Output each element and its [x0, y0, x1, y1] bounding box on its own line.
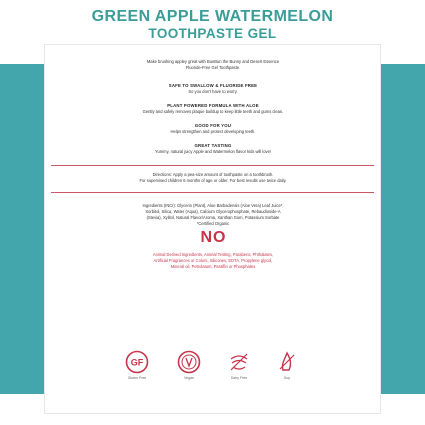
divider-middle [51, 192, 374, 193]
badge-vegan [177, 350, 201, 384]
ingredients-line-3: (Stevia), Xylitol, Natural Flavor/Aroma, Xanthan Gum, Potassium Sorbate [146, 215, 280, 220]
ingredients-line-2: Sorbitol, Silica, Water (Aqua), Calcium Glycerophosphate, Rebaudioside-A [145, 209, 281, 214]
intro-line-2: Fluoride-Free Gel Toothpaste. [185, 65, 241, 70]
ingredients-line-1: Ingredients (INCI): Glycerin (Plant), Aloe Barbadensis (Aloe Vera) Leaf Juice*, [142, 203, 284, 208]
gluten-free-glyph: GF [130, 357, 144, 368]
badge-caption-gluten-free: Gluten Free [127, 376, 147, 380]
feature-heading-taste: GREAT TASTING [194, 143, 232, 148]
feature-body-taste: Yummy, natural juicy Apple and Watermelon flavor kids will love! [154, 149, 272, 154]
dairy-free-icon [227, 350, 251, 374]
badge-caption-soy: Soy [283, 376, 291, 380]
no-line-2: Artificial Fragrances or Colors, Silicones, EDTA, Propylene glycol, [153, 258, 273, 263]
product-title: GREEN APPLE WATERMELON [91, 8, 334, 25]
feature-body-good: Helps strengthen and protect developing teeth. [170, 129, 256, 134]
info-card [44, 44, 381, 414]
no-line-3: Mineral oil, Petrolatum, Paraffin or Phosphates [170, 264, 256, 269]
product-subtitle: TOOTHPASTE GEL [148, 26, 277, 41]
certification-badges [123, 350, 304, 384]
feature-body-safe: So you don't have to worry. [188, 89, 238, 94]
feature-body-plant: Gently and safely removes plaque buildup to keep little teeth and gums clean. [142, 109, 284, 114]
ingredients-organic-note: *Certified Organic [196, 221, 230, 226]
directions-line-2: For supervised children 6 months of age or older. For best results use twice daily. [139, 178, 287, 183]
soy-free-icon [275, 350, 299, 374]
feature-heading-good: GOOD FOR YOU [194, 123, 232, 128]
intro-line-1: Make brushing appley great with BunBun the Bunny and Desert Essence [146, 59, 280, 64]
vegan-icon [177, 350, 201, 374]
badge-caption-vegan: Vegan [184, 376, 194, 380]
badge-gluten-free [125, 350, 149, 384]
badge-soy [275, 350, 299, 384]
divider-top [51, 165, 374, 166]
badge-dairy-free [227, 350, 251, 384]
feature-heading-safe: SAFE TO SWALLOW & FLUORIDE FREE [168, 83, 258, 88]
feature-heading-plant: PLANT POWERED FORMULA WITH ALOE [167, 103, 259, 108]
no-heading: NO [200, 229, 227, 246]
no-line-1: Animal Derived Ingredients, Animal Testing, Parabens, Phthalates, [152, 252, 274, 257]
directions-line-1: Directions: Apply a pea-size amount of toothpaste on a toothbrush. [152, 172, 274, 177]
badge-caption-dairy-free: Dairy Free [230, 376, 248, 380]
gluten-free-icon [125, 350, 149, 374]
